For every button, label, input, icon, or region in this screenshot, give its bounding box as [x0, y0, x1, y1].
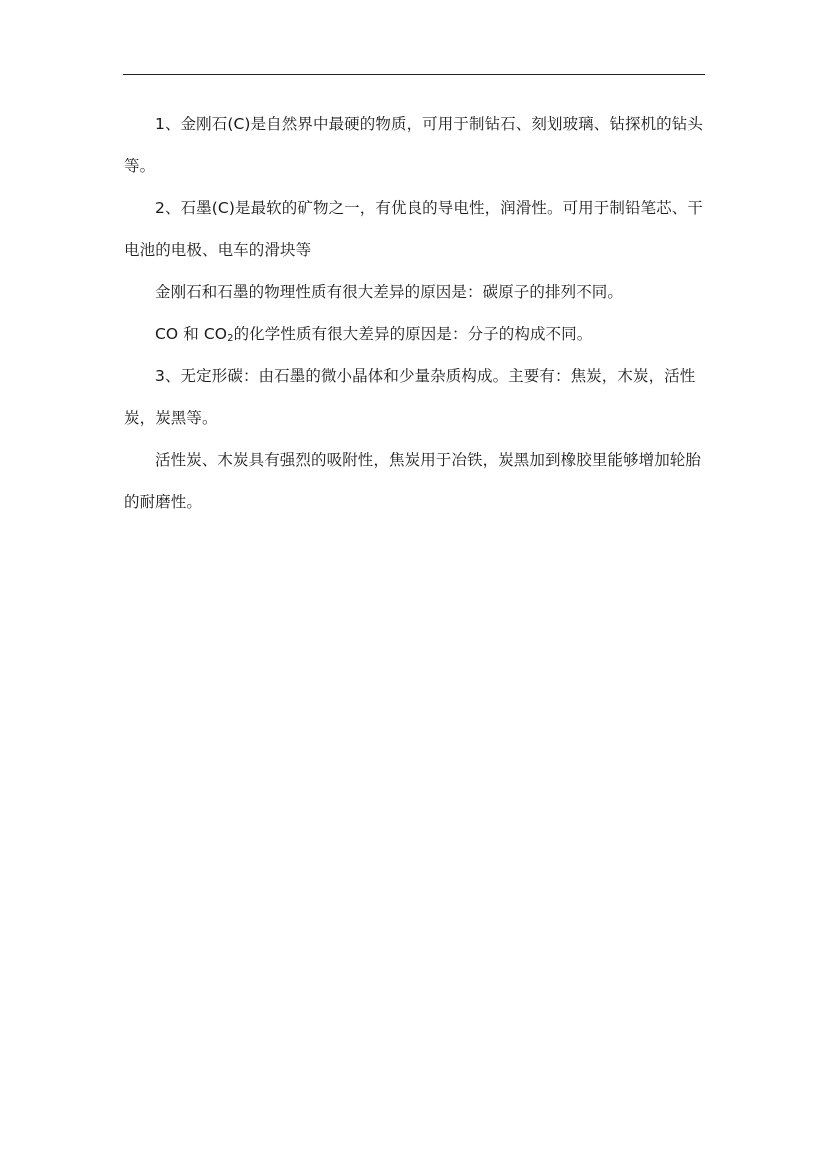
co-prefix: CO 和 CO — [155, 325, 228, 343]
paragraph-diamond: 1、金刚石(C)是自然界中最硬的物质，可用于制钻石、刻划玻璃、钻探机的钻头等。 — [124, 115, 703, 175]
paragraph-physical-difference: 金刚石和石墨的物理性质有很大差异的原因是：碳原子的排列不同。 — [155, 283, 624, 301]
co-suffix: 的化学性质有很大差异的原因是：分子的构成不同。 — [233, 325, 593, 343]
header-divider — [123, 74, 705, 75]
paragraph-graphite: 2、石墨(C)是最软的矿物之一，有优良的导电性，润滑性。可用于制铅笔芯、干电池的电极、电车的滑块等 — [124, 199, 703, 259]
paragraph-co-co2 — [124, 313, 706, 355]
paragraph-uses: 活性炭、木炭具有强烈的吸附性，焦炭用于冶铁，炭黑加到橡胶里能够增加轮胎的耐磨性。 — [124, 451, 702, 511]
co2-subscript: 2 — [227, 333, 234, 344]
paragraph-amorphous-carbon: 3、无定形碳：由石墨的微小晶体和少量杂质构成。主要有：焦炭，木炭，活性炭，炭黑等。 — [124, 367, 696, 427]
document-body — [124, 103, 706, 523]
